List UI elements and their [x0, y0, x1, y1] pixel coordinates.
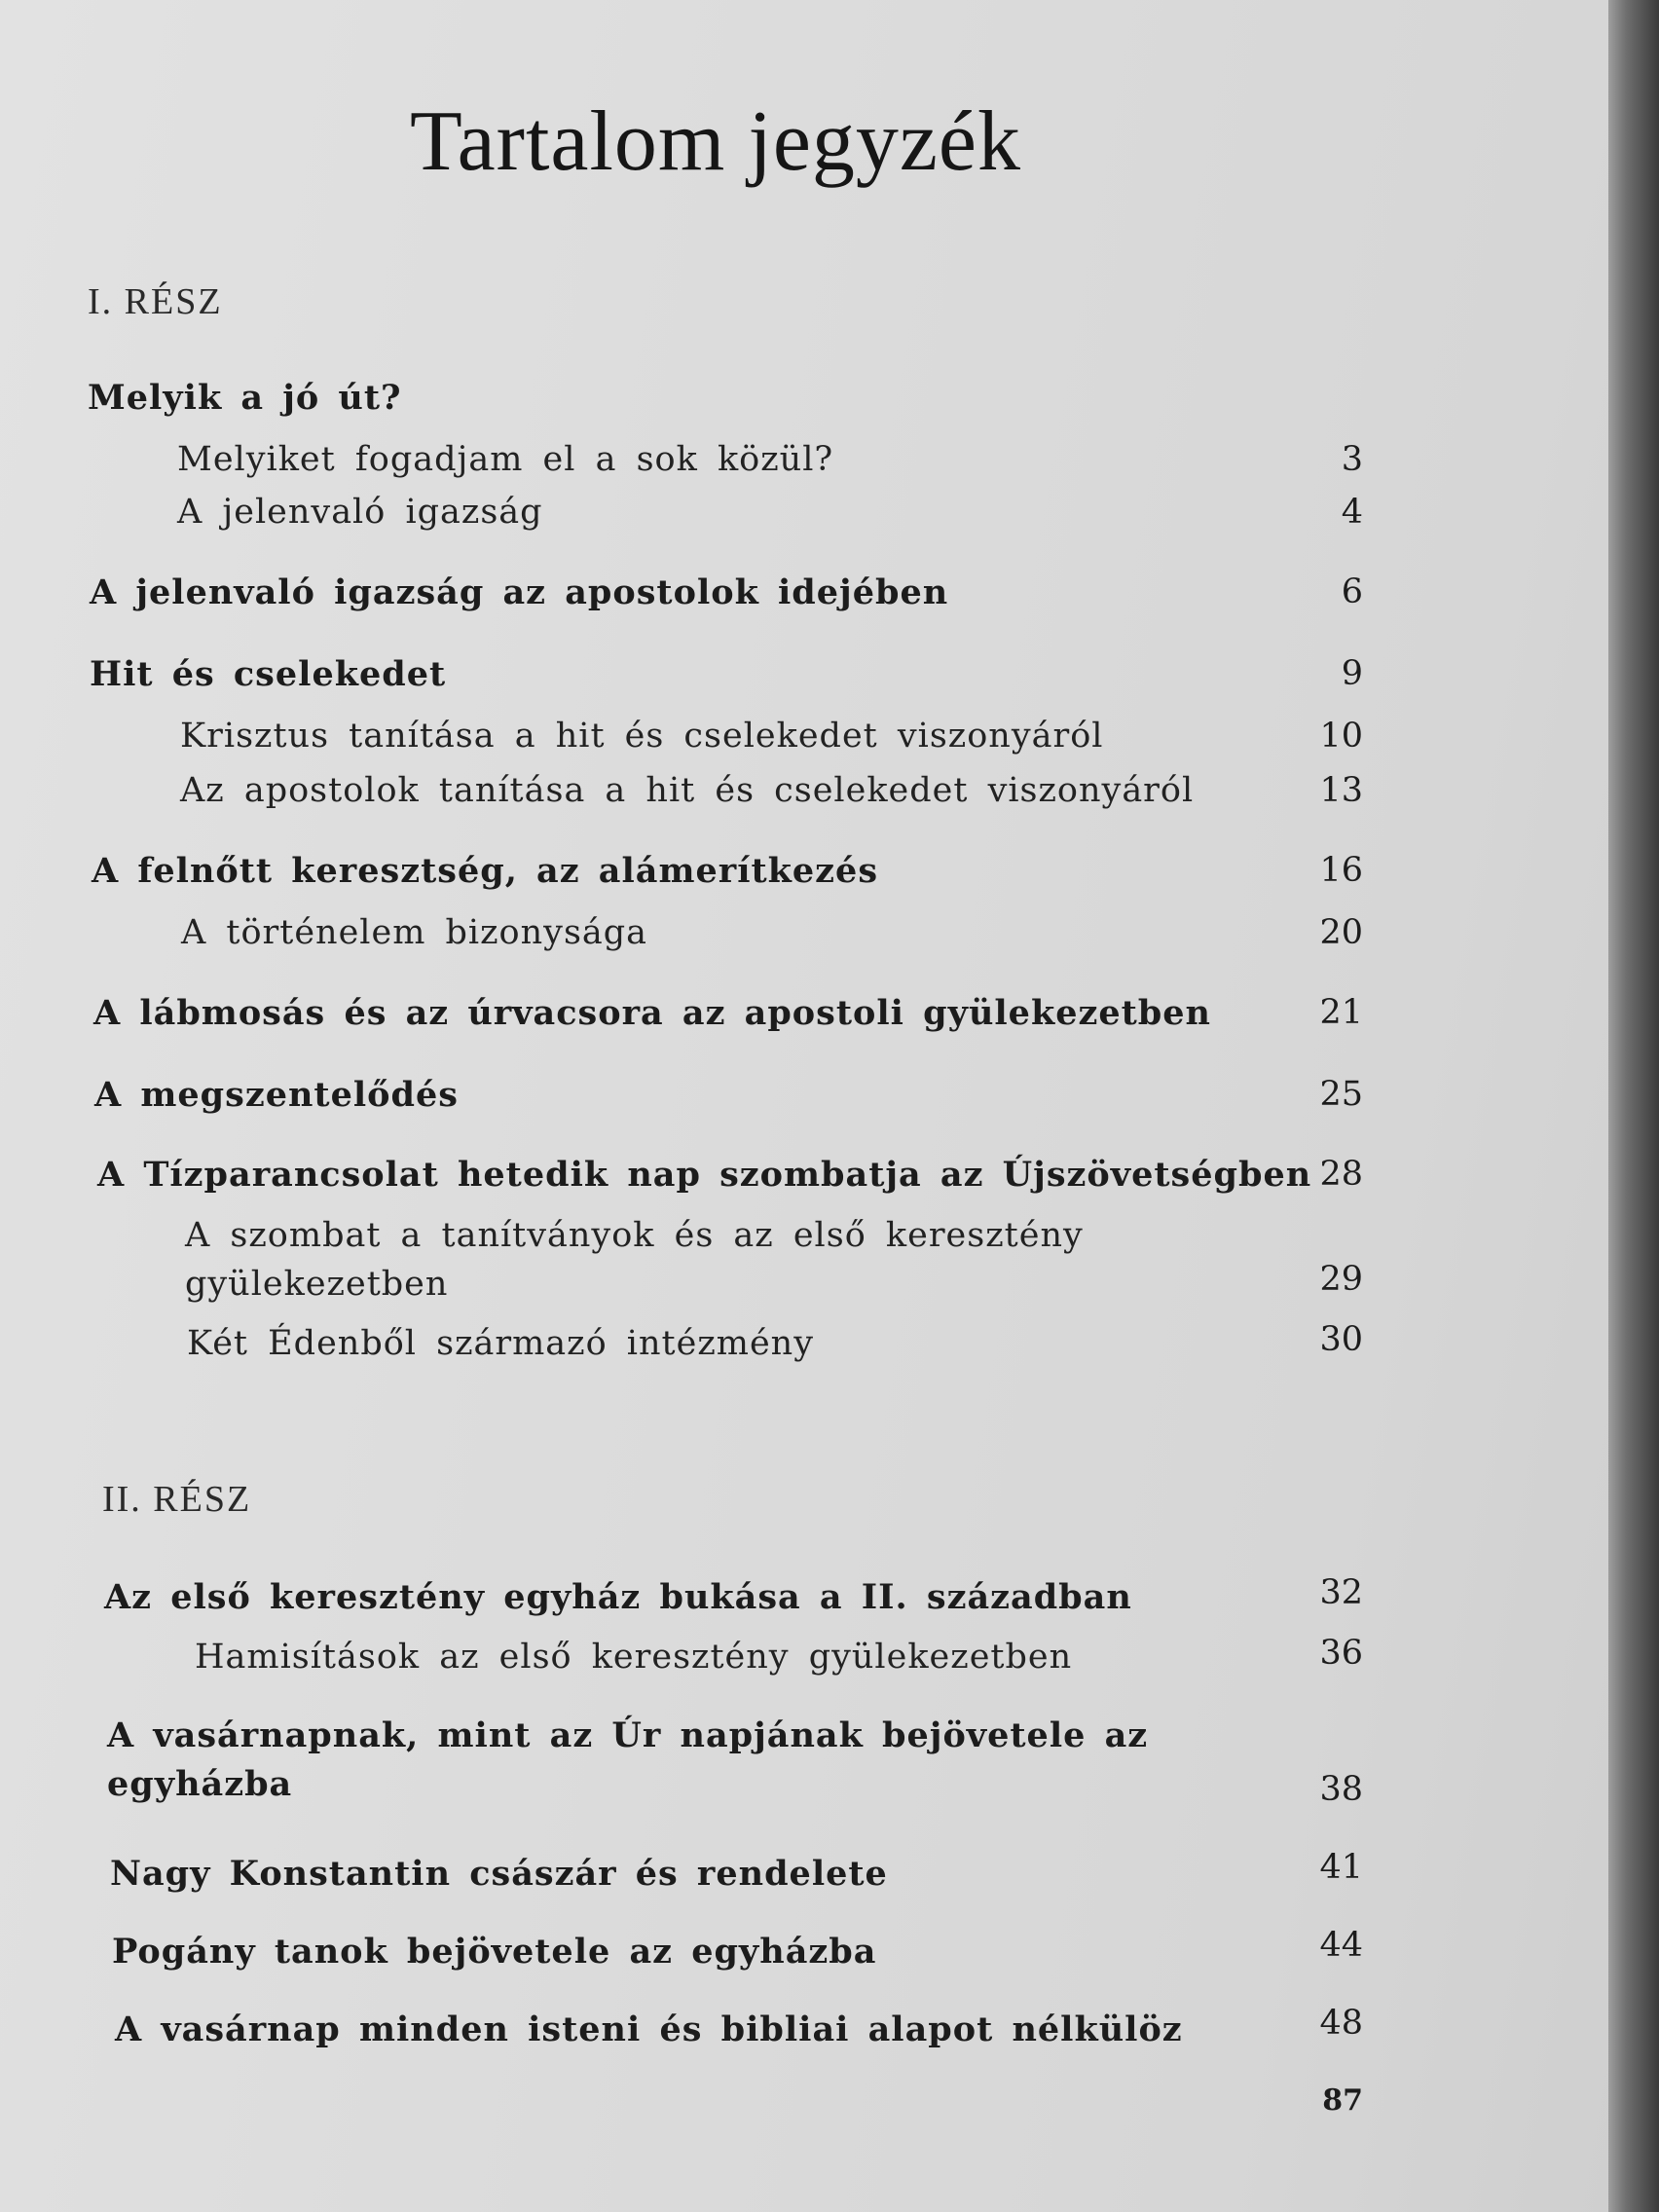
toc-page-number: 48: [1319, 2004, 1363, 2043]
toc-entry: Hit és cselekedet: [90, 654, 447, 694]
toc-page-number: 30: [1319, 1320, 1363, 1359]
toc-entry: A jelenvaló igazság az apostolok idejében: [90, 572, 949, 612]
toc-page-number: 44: [1319, 1926, 1363, 1965]
page-edge-shadow: [1608, 0, 1659, 2212]
toc-page-number: 16: [1319, 851, 1363, 890]
toc-page-number: 10: [1319, 717, 1363, 756]
toc-page-number: 13: [1319, 771, 1363, 810]
part-heading-2: II. RÉSZ: [102, 1479, 252, 1520]
toc-page-number: 9: [1341, 654, 1363, 693]
toc-subentry: Hamisítások az első keresztény gyülekezetben: [195, 1638, 1073, 1677]
toc-subentry: A jelenvaló igazság: [177, 493, 543, 532]
toc-subentry: Krisztus tanítása a hit és cselekedet viszonyáról: [180, 717, 1104, 756]
toc-entry: A megszentelődés: [94, 1075, 459, 1115]
toc-entry: A vasárnap minden isteni és bibliai alapot nélkülöz: [115, 2009, 1183, 2049]
toc-entry: Az első keresztény egyház bukása a II. században: [104, 1577, 1132, 1617]
page-title: Tartalom jegyzék: [409, 94, 1021, 189]
toc-page-number: 3: [1341, 440, 1363, 479]
toc-page-number: 6: [1341, 572, 1363, 611]
toc-entry: A vasárnapnak, mint az Úr napjának bejövetele az egyházba: [107, 1715, 1149, 1804]
toc-entry: A Tízparancsolat hetedik nap szombatja az Újszövetségben: [97, 1155, 1312, 1195]
toc-subentry: A történelem bizonysága: [181, 913, 648, 952]
toc-entry: A felnőtt keresztség, az alámerítkezés: [92, 851, 879, 891]
toc-entry: Melyik a jó út?: [88, 378, 402, 418]
toc-page-number: 32: [1319, 1573, 1363, 1612]
toc-page-number: 29: [1319, 1260, 1363, 1299]
toc-subentry: Két Édenből származó intézmény: [187, 1324, 814, 1363]
toc-entry: Pogány tanok bejövetele az egyházba: [112, 1932, 877, 1972]
toc-page-number: 28: [1319, 1155, 1363, 1194]
toc-page-number: 4: [1341, 493, 1363, 532]
toc-page-number: 38: [1319, 1770, 1363, 1809]
toc-subentry: A szombat a tanítványok és az első keresztény gyülekezetben: [185, 1216, 1084, 1304]
toc-entry: A lábmosás és az úrvacsora az apostoli gyülekezetben: [93, 993, 1211, 1033]
page-number: 87: [1322, 2083, 1363, 2118]
toc-page-number: 20: [1319, 913, 1363, 952]
toc-entry: Nagy Konstantin császár és rendelete: [110, 1854, 888, 1894]
part-heading-1: I. RÉSZ: [88, 281, 223, 322]
toc-page-number: 25: [1319, 1075, 1363, 1114]
toc-page-number: 36: [1319, 1634, 1363, 1673]
toc-page-number: 21: [1319, 993, 1363, 1032]
toc-subentry: Az apostolok tanítása a hit és cselekedet viszonyáról: [180, 771, 1195, 810]
toc-subentry: Melyiket fogadjam el a sok közül?: [177, 440, 834, 479]
toc-page-number: 41: [1319, 1848, 1363, 1887]
